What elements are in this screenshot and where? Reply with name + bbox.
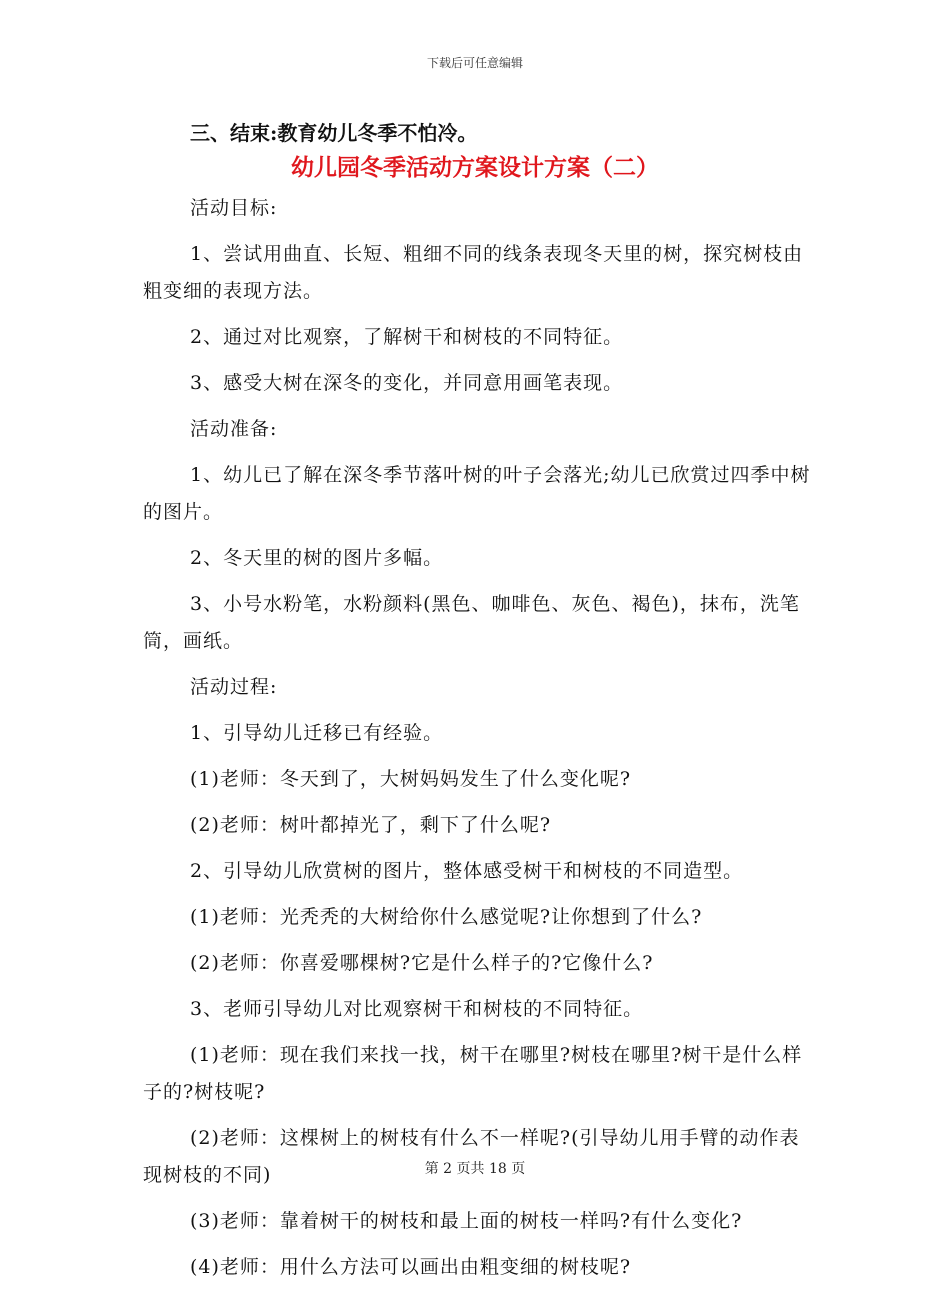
paragraph: 2、引导幼儿欣赏树的图片，整体感受树干和树枝的不同造型。 bbox=[190, 860, 744, 882]
paragraph: 3、老师引导幼儿对比观察树干和树枝的不同特征。 bbox=[190, 998, 644, 1020]
paragraph: (2)老师：你喜爱哪棵树?它是什么样子的?它像什么? bbox=[190, 952, 654, 974]
paragraph: (2)老师：树叶都掉光了，剩下了什么呢? bbox=[190, 814, 552, 836]
paragraph: (1)老师：现在我们来找一找，树干在哪里?树枝在哪里?树干是什么样子的?树枝呢? bbox=[143, 1044, 803, 1103]
paragraph: (1)老师：冬天到了，大树妈妈发生了什么变化呢? bbox=[190, 768, 632, 790]
paragraph: 1、尝试用曲直、长短、粗细不同的线条表现冬天里的树，探究树枝由粗变细的表现方法。 bbox=[143, 243, 804, 302]
paragraph: (3)老师：靠着树干的树枝和最上面的树枝一样吗?有什么变化? bbox=[190, 1210, 743, 1232]
paragraph: 3、感受大树在深冬的变化，并同意用画笔表现。 bbox=[190, 372, 624, 394]
paragraph: 2、冬天里的树的图片多幅。 bbox=[190, 547, 444, 569]
paragraph: (2)老师：这棵树上的树枝有什么不一样呢?(引导幼儿用手臂的动作表现树枝的不同) bbox=[143, 1127, 800, 1186]
paragraph: (4)老师：用什么方法可以画出由粗变细的树枝呢? bbox=[190, 1256, 632, 1278]
paragraph: 活动过程: bbox=[190, 676, 278, 698]
paragraph: 1、幼儿已了解在深冬季节落叶树的叶子会落光;幼儿已欣赏过四季中树的图片。 bbox=[143, 464, 811, 523]
page-footer: 第 2 页共 18 页 bbox=[424, 1161, 526, 1177]
page-header: 下载后可任意编辑 bbox=[426, 56, 523, 70]
paragraph: 活动准备: bbox=[190, 418, 278, 440]
paragraph: 活动目标: bbox=[190, 197, 278, 219]
paragraph: 2、通过对比观察，了解树干和树枝的不同特征。 bbox=[190, 326, 624, 348]
document-title: 幼儿园冬季活动方案设计方案（二） bbox=[291, 154, 659, 181]
paragraph: 1、引导幼儿迁移已有经验。 bbox=[190, 722, 444, 744]
paragraph: 3、小号水粉笔，水粉颜料(黑色、咖啡色、灰色、褐色)，抹布，洗笔筒，画纸。 bbox=[143, 593, 800, 652]
section-end-heading: 三、结束:教育幼儿冬季不怕冷。 bbox=[190, 121, 478, 145]
document-body bbox=[143, 190, 813, 1295]
paragraph: (1)老师：光秃秃的大树给你什么感觉呢?让你想到了什么? bbox=[190, 906, 703, 928]
